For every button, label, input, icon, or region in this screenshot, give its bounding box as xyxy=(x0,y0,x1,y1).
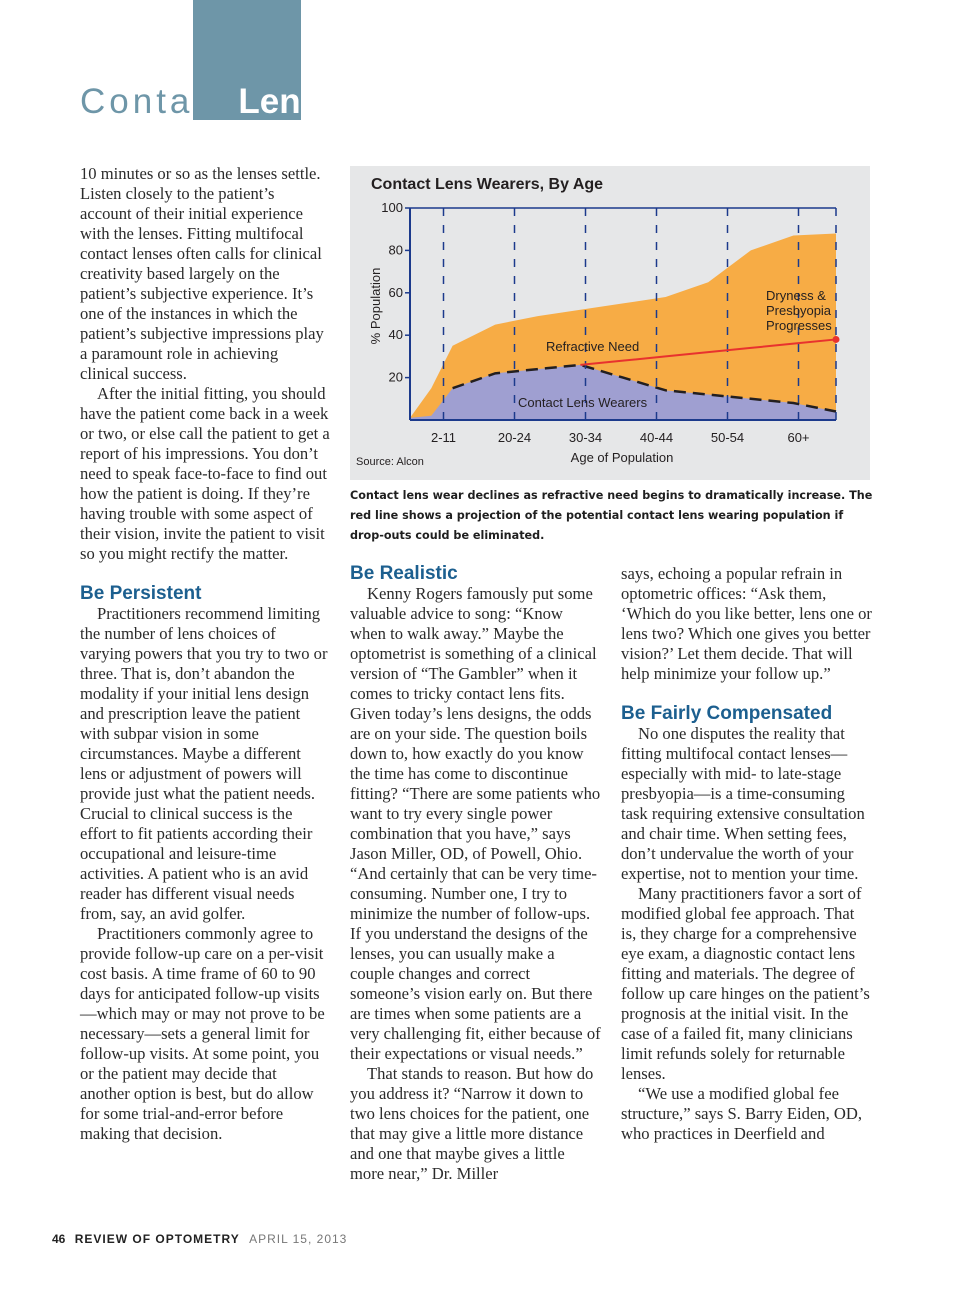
chart-svg xyxy=(350,166,870,480)
ytick-label: 20 xyxy=(388,369,403,385)
paragraph: says, echoing a popular refrain in optometric offices: “Ask them, ‘Which do you like better, lens one or lens two? Which one gives you better vision?’ Let them decide. That will help minimize your follow up.” xyxy=(621,564,872,683)
section-heading-compensated: Be Fairly Compensated xyxy=(621,703,833,724)
section-title-word2: Lenses xyxy=(238,82,359,121)
section-heading-realistic: Be Realistic xyxy=(350,563,458,584)
annotation-dryness-2: Presbyopia xyxy=(766,303,832,318)
annotation-contact-lens-wearers: Contact Lens Wearers xyxy=(518,395,648,410)
ytick-label: 40 xyxy=(388,327,403,343)
article-column-2 xyxy=(350,564,602,1184)
paragraph: Practitioners commonly agree to provide follow-up care on a per-visit cost basis. A time frame of 60 to 90 days for anticipated follow-up visits—which may or may not prove to be necessary—sets a general limit for follow-up visits. At some point, you or the patient may decide that another option is best, but do allow for some trial-and-error before making that decision. xyxy=(80,924,325,1143)
xtick-label: 2-11 xyxy=(430,430,457,445)
annotation-dryness-1: Dryness & xyxy=(766,288,826,303)
chart-yticks xyxy=(381,200,410,385)
paragraph: No one disputes the reality that fitting multifocal contact lenses—especially with mid- to late-stage presbyopia—is a time-consuming task requiring extensive consultation and chair time. When setting fees, don’t undervalue the worth of your expertise, not to mention your time. xyxy=(621,724,865,883)
projection-endpoint xyxy=(833,336,840,343)
section-heading-persistent: Be Persistent xyxy=(80,583,202,604)
section-title xyxy=(80,82,359,122)
annotation-dryness-3: Progresses xyxy=(766,318,832,333)
chart-ylabel: % Population xyxy=(368,267,383,345)
paragraph: Practitioners recommend limiting the number of lens choices of varying powers that you try to two or three. That is, don’t abandon the modality if your initial lens design and prescription leave the patient with subpar vision in some circumstances. Maybe a different lens or adjustment of powers will provide just what the patient needs. Crucial to clinical success is the effort to fit patients according their occupational and leisure-time activities. A patient who is an avid reader has different visual needs from, say, an avid golfer. xyxy=(80,604,328,923)
chart-source: Source: Alcon xyxy=(356,456,424,468)
xtick-label: 50-54 xyxy=(710,430,745,445)
page-number: 46 xyxy=(52,1232,66,1246)
section-title-word1: Contact xyxy=(80,82,229,121)
issue-date: APRIL 15, 2013 xyxy=(249,1232,348,1246)
magazine-name: REVIEW OF OPTOMETRY xyxy=(74,1232,240,1246)
xtick-label: 30-34 xyxy=(568,430,603,445)
xtick-label: 60+ xyxy=(787,430,810,445)
xtick-label: 20-24 xyxy=(497,430,532,445)
xtick-label: 40-44 xyxy=(639,430,674,445)
article-column-1 xyxy=(80,164,330,1144)
ytick-label: 80 xyxy=(388,242,403,258)
paragraph: “We use a modified global fee structure,” says S. Barry Eiden, OD, who practices in Deerfield and xyxy=(621,1084,863,1143)
paragraph: 10 minutes or so as the lenses settle. Listen closely to the patient’s account of their initial experience with the lenses. Fitting multifocal contact lenses often calls for clinical creativity based largely on the patient’s subjective experience. It’s one of the instances in which the patient’s subjective impressions play a paramount role in achieving clinical success. xyxy=(80,164,324,383)
annotation-refractive-need: Refractive Need xyxy=(546,339,640,354)
figure-caption: Contact lens wear declines as refractive need begins to dramatically increase. The red line shows a projection of the potential contact lens wearing population if drop-outs could be eliminated. xyxy=(350,489,873,542)
ytick-label: 100 xyxy=(381,200,403,215)
chart-title: Contact Lens Wearers, By Age xyxy=(371,176,604,193)
paragraph: Kenny Rogers famously put some valuable advice to song: “Know when to walk away.” Maybe the optometrist is something of a clinical version of “The Gambler” when it comes to tricky contact lens fits. Given today’s lens designs, the odds are on your side. The question boils down to, how exactly do you know the time has come to discontinue fitting? “There are some patients who want to try every single power combination that you have,” says Jason Miller, OD, of Powell, Ohio. “And certainly that can be very time-consuming. Number one, I try to minimize the number of follow-ups. If you understand the designs of the lenses, you can usually make a couple changes and correct someone’s vision early on. But there are times when some patients are a very challenging fit, either because of their expectations or visual needs.” xyxy=(350,584,601,1063)
page-footer xyxy=(52,1229,347,1249)
paragraph: That stands to reason. But how do you address it? “Narrow it down to two lens choices for the patient, one that may give a little more distance and one that maybe gives a little more near,” Dr. Miller xyxy=(350,1064,594,1183)
article-column-3 xyxy=(621,564,873,1144)
ytick-label: 60 xyxy=(388,284,403,300)
paragraph: After the initial fitting, you should have the patient come back in a week or two, or else call the patient to get a report of his impressions. You don’t need to speak face-to-face to find out how the patient is doing. If they’re having trouble with some aspect of their vision, invite the patient to visit so you might rectify the matter. xyxy=(80,384,330,563)
chart-xlabel: Age of Population xyxy=(570,450,674,465)
paragraph: Many practitioners favor a sort of modified global fee approach. That is, they charge for a comprehensive eye exam, a diagnostic contact lens fitting and materials. The degree of follow up care hinges on the patient’s prognosis at the initial visit. In the case of a failed fit, many clinicians limit refunds solely for returnable lenses. xyxy=(621,884,870,1083)
chart-xticks xyxy=(431,430,810,445)
chart-panel xyxy=(350,166,870,480)
